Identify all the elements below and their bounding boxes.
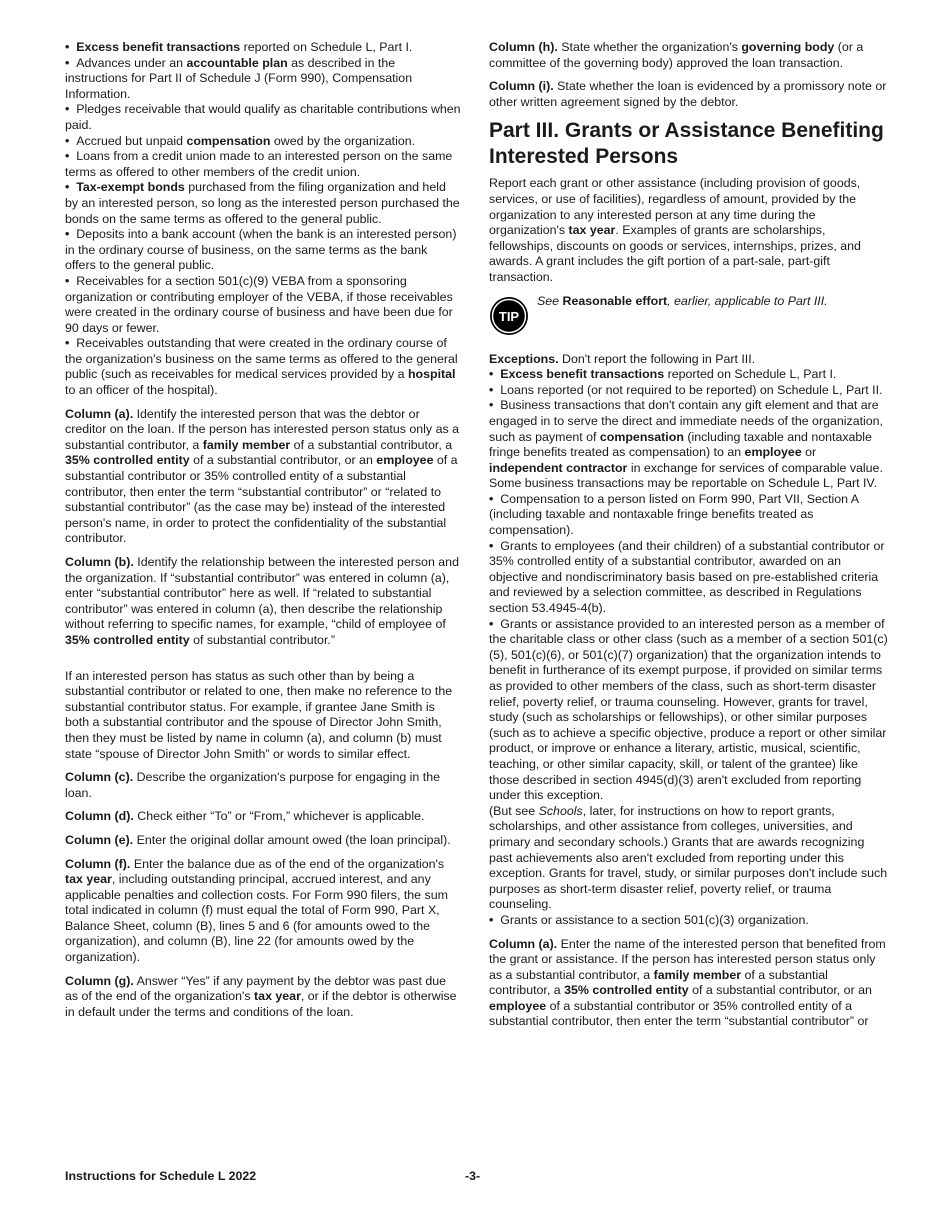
tip-box: [489, 294, 889, 336]
part-iii-intro: Report each grant or other assistance (including provision of goods, services, or use of facilities), regardless of amount, provided by the organization to any interested person at any time during the organization's tax year. Examples of grants are scholarships, fellowships, discounts on goods or services, internships, prizes, and awards. A grant includes the gift portion of a part-sale, part-gift transaction.: [489, 176, 861, 284]
list-item: • Excess benefit transactions reported on Schedule L, Part I.: [65, 40, 461, 56]
column-a-instructions: Column (a). Identify the interested person that was the debtor or creditor on the loan. If the person has interested person status only as a substantial contributor, a family member of a substantial contributor, a 35% controlled entity of a substantial contributor, or an employee of a substantial contributor or 35% controlled entity of a substantial contributor, then enter the term “substantial contributor” or “related to substantial contributor” (as the case may be) instead of the interested person's name, in order to protect the confidentiality of the substantial contributor.: [65, 406, 459, 546]
list-item: • Receivables for a section 501(c)(9) VEBA from a sponsoring organization or contributing employer of the VEBA, if those receivables were created in the ordinary course of business and have been due for 90 days or fewer.: [65, 274, 461, 336]
list-item: • Accrued but unpaid compensation owed by the organization.: [65, 134, 461, 150]
list-item: • Grants or assistance to a section 501(c)(3) organization.: [489, 913, 889, 929]
column-b-instructions: Column (b). Identify the relationship between the interested person and the organization. If “substantial contributor” was entered in column (a), enter “substantial contributor” here as well. If “related to substantial contributor” was entered in column (a), then describe the relationship without referring to specific names, for example, “child of employee of 35% controlled entity of substantial contributor.”: [65, 555, 459, 647]
list-item: • Advances under an accountable plan as described in the instructions for Part II of Schedule J (Form 990), Compensation Information.: [65, 56, 461, 103]
exceptions-intro: Exceptions. Don't report the following in Part III.: [489, 351, 756, 366]
left-column: [65, 40, 461, 1028]
list-item: • Business transactions that don't contain any gift element and that are engaged in to serve the direct and immediate needs of the organization, such as payment of compensation (including taxable and nontaxable fringe benefits treated as compensation) to an employee or independent contractor in exchange for services of comparable value. Some business transactions may be reportable on Schedule L, Part IV.: [489, 398, 889, 492]
column-d-instructions: Column (d). Check either “To” or “From,” whichever is applicable.: [65, 809, 425, 824]
interested-person-paragraph: If an interested person has status as such other than by being a substantial contributor or related to one, then make no reference to the substantial contributor status. For example, if grantee Jane Smith is both a substantial contributor and the spouse of Director John Smith, then they must be listed by name in column (a), and column (b) must state “spouse of Director John Smith” or words to similar effect.: [65, 668, 453, 761]
tip-text: See Reasonable effort, earlier, applicable to Part III.: [537, 293, 828, 308]
column-h-instructions: Column (h). State whether the organization's governing body (or a committee of the governing body) approved the loan transaction.: [489, 40, 864, 70]
list-item: • Tax-exempt bonds purchased from the filing organization and held by an interested person, so long as the interested person purchased the bonds on the same terms as offered to the general public.: [65, 180, 461, 227]
part-iii-column-a-instructions: Column (a). Enter the name of the interested person that benefited from the grant or assistance. If the person has interested person status only as a substantial contributor, a family member of a substantial contributor, a 35% controlled entity of a substantial contributor, or an employee of a substantial contributor or 35% controlled entity of a substantial contributor, then enter the term “substantial contributor” or: [489, 936, 886, 1029]
column-f-instructions: Column (f). Enter the balance due as of the end of the organization's tax year, including outstanding principal, accrued interest, and any applicable penalties and collection costs. For Form 990 filers, the sum total indicated in column (f) must equal the total of Form 990, Part X, Balance Sheet, column (B), lines 5 and 6 (for amounts owed to the organization), and column (B), line 22 (for amounts owed by the organization).: [65, 856, 448, 965]
column-c-instructions: Column (c). Describe the organization's purpose for engaging in the loan.: [65, 770, 440, 800]
part-iii-heading: Part III. Grants or Assistance Benefiting Interested Persons: [489, 119, 884, 169]
but-see-paragraph: (But see Schools, later, for instructions on how to report grants, scholarships, and other assistance from colleges, universities, and primary and secondary schools.) Grants that are awards recognizing past achievements also aren't excluded from reporting under this exception. Grants for travel, study, or similar purposes don't include such purposes as short-term disaster relief, poverty relief, or trauma counseling.: [489, 803, 888, 912]
list-item: • Pledges receivable that would qualify as charitable contributions when paid.: [65, 102, 461, 133]
list-item: • Grants to employees (and their children) of a substantial contributor or 35% controlled entity of a substantial contributor, awarded on an objective and nondiscriminatory basis based on pre-established criteria and reviewed by a selection committee, as described in Regulations section 53.4945-4(b).: [489, 539, 889, 617]
list-item: • Excess benefit transactions reported on Schedule L, Part I.: [489, 367, 889, 383]
list-item: • Loans from a credit union made to an interested person on the same terms as offered to other members of the credit union.: [65, 149, 461, 180]
list-item: • Grants or assistance provided to an interested person as a member of the charitable class or other class (such as a member of a section 501(c)(5), 501(c)(6), or 501(c)(7) organization) that the organization intends to benefit in furtherance of its exempt purpose, if provided on similar terms as provided to other members of the class, such as short-term disaster relief, poverty relief, or trauma counseling. However, grants for travel, study (such as scholarships or fellowships), or other similar purposes (such as to achieve a specific objective, produce a report or other similar product, or improve or enhance a literary, artistic, musical, scientific, teaching, or other similar capacity, skill, or talent of the grantee) like those described in section 4945(d)(3) aren't excluded from reporting under this exception.: [489, 617, 889, 804]
spacer: [65, 657, 461, 669]
column-i-instructions: Column (i). State whether the loan is evidenced by a promissory note or other written agreement signed by the debtor.: [489, 79, 887, 109]
list-item: • Deposits into a bank account (when the bank is an interested person) in the ordinary course of business, on the same terms as the bank offers to the general public.: [65, 227, 461, 274]
footer-title: Instructions for Schedule L 2022: [65, 1169, 257, 1183]
column-e-instructions: Column (e). Enter the original dollar amount owed (the loan principal).: [65, 832, 451, 847]
list-item: • Receivables outstanding that were created in the ordinary course of the organization's business on the same terms as offered to the general public (such as receivables for medical services provided by a hospital to an officer of the hospital).: [65, 336, 461, 398]
list-item: • Loans reported (or not required to be reported) on Schedule L, Part II.: [489, 383, 889, 399]
svg-text:TIP: TIP: [498, 308, 520, 324]
tip-icon: [489, 296, 529, 336]
right-column: [489, 40, 889, 1038]
page-number: -3-: [465, 1169, 481, 1183]
list-item: • Compensation to a person listed on Form 990, Part VII, Section A (including taxable and nontaxable fringe benefits treated as compensation).: [489, 492, 889, 539]
column-g-instructions: Column (g). Answer “Yes” if any payment by the debtor was past due as of the end of the organization's tax year, or if the debtor is otherwise in default under the terms and conditions of the loan.: [65, 973, 457, 1019]
